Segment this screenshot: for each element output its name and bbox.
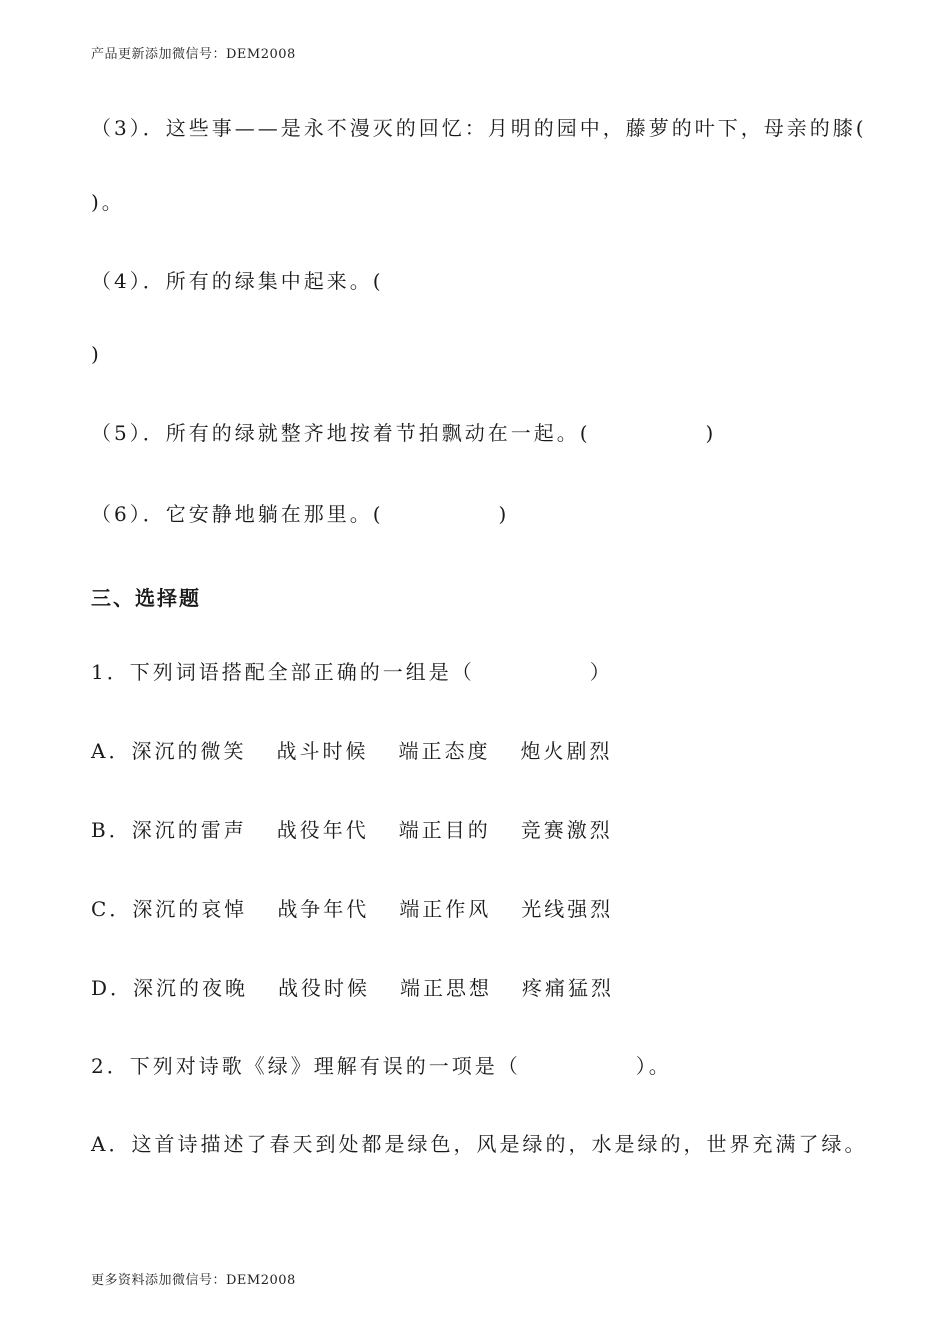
option-label: B． — [91, 818, 132, 842]
option-word: 深沉的哀悼 — [132, 897, 248, 921]
option-word: 竞赛激烈 — [520, 818, 613, 842]
option-word: 深沉的夜晚 — [133, 976, 249, 1000]
option-word: 深沉的微笑 — [131, 739, 247, 763]
choice-question-2-stem: 2．下列对诗歌《绿》理解有误的一项是（ ）。 — [91, 1054, 672, 1078]
option-word: 战争年代 — [277, 897, 370, 921]
question-4-line-2: ) — [91, 342, 102, 366]
question-4-line-1: （4）．所有的绿集中起来。( — [91, 269, 384, 293]
option-word: 疼痛猛烈 — [522, 976, 615, 1000]
option-word: 端正作风 — [399, 897, 492, 921]
choice-question-1-option-d — [91, 976, 614, 1000]
option-label: A． — [91, 739, 132, 763]
choice-question-2-option-a: A．这首诗描述了春天到处都是绿色，风是绿的，水是绿的，世界充满了绿。 — [91, 1132, 868, 1156]
option-word: 端正目的 — [398, 818, 491, 842]
choice-question-1-option-a — [91, 739, 612, 763]
option-label: C． — [91, 897, 133, 921]
option-word: 战役年代 — [276, 818, 369, 842]
question-3-line-2: )。 — [91, 190, 125, 214]
option-label: D． — [91, 976, 134, 1000]
section-3-title: 三、选择题 — [91, 586, 201, 610]
question-5: （5）．所有的绿就整齐地按着节拍飘动在一起。( ) — [91, 421, 717, 445]
question-6: （6）．它安静地躺在那里。( ) — [91, 502, 510, 526]
option-word: 深沉的雷声 — [131, 818, 247, 842]
option-word: 光线强烈 — [521, 897, 614, 921]
choice-question-1-option-b — [91, 818, 613, 842]
option-word: 炮火剧烈 — [520, 739, 613, 763]
option-word: 战役时候 — [278, 976, 371, 1000]
option-word: 端正思想 — [400, 976, 493, 1000]
page-header: 产品更新添加微信号：DEM2008 — [91, 47, 296, 62]
question-3-line-1: （3）．这些事——是永不漫灭的回忆：月明的园中，藤萝的叶下，母亲的膝( — [91, 116, 867, 140]
option-word: 端正态度 — [398, 739, 491, 763]
option-word: 战斗时候 — [276, 739, 369, 763]
choice-question-1-option-c — [91, 897, 613, 921]
choice-question-1-stem: 1．下列词语搭配全部正确的一组是（ ） — [91, 660, 613, 684]
page-footer: 更多资料添加微信号：DEM2008 — [91, 1273, 296, 1288]
